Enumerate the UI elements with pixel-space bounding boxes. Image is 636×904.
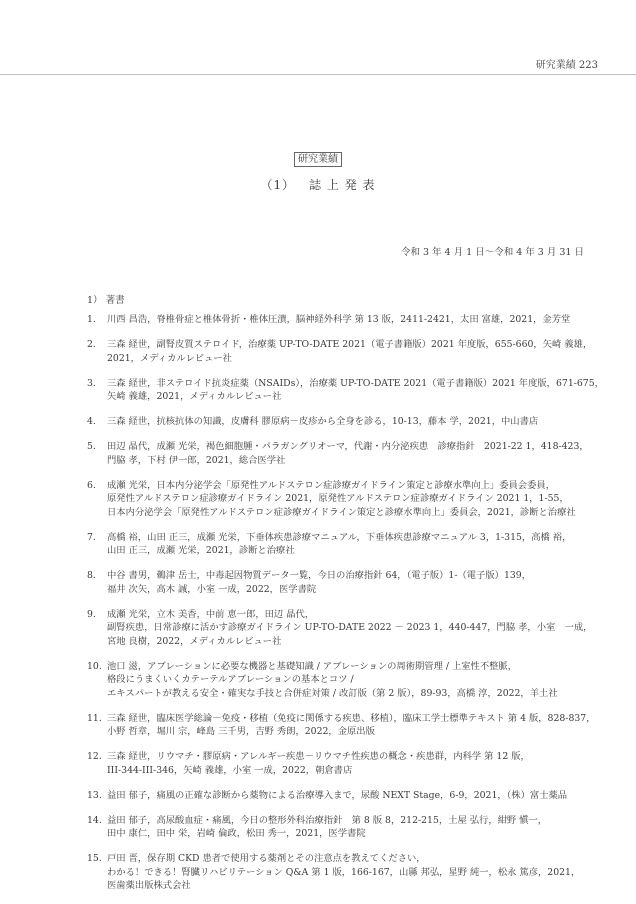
section-label-text: 研究業績 bbox=[294, 152, 342, 167]
entry-line: 中谷 書男，鵜津 岳士，中毒起因物質データ一覧，今日の治療指針 64，（電子版）1-（電子版）139， bbox=[107, 570, 532, 581]
date-range: 令和 3 年 4 月 1 日～令和 4 年 3 月 31 日 bbox=[400, 247, 584, 258]
publication-entry bbox=[87, 608, 597, 649]
entry-line: 益田 郁子，高尿酸血症・痛風，今日の整形外科治療指針 第 8 版 8，212-215，土屋 弘行，紺野 愼一， bbox=[107, 814, 548, 826]
entry-number: 8. bbox=[87, 570, 96, 581]
entry-body bbox=[107, 712, 597, 739]
publication-entry bbox=[87, 852, 597, 893]
entry-line: 門脇 孝，下村 伊一郎，2021，総合医学社 bbox=[107, 454, 286, 466]
category-heading: 1） 著書 bbox=[87, 295, 125, 306]
entry-line: 宮地 良樹，2022，メディカルレビュー社 bbox=[107, 635, 282, 647]
publication-entry bbox=[87, 377, 604, 404]
entry-body bbox=[107, 814, 597, 841]
entry-line: 成瀬 光栄，日本内分泌学会「原発性アルドステロン症診療ガイドライン策定と診療水準向上」委員会委員， bbox=[107, 479, 555, 491]
entry-body bbox=[107, 531, 597, 558]
entry-line: 原発性アルドステロン症診療ガイドライン 2021，原発性アルドステロン症診療ガイドライン 2021 1，1-55， bbox=[107, 493, 569, 504]
entry-line: 戸田 晋，保存期 CKD 患者で使用する薬剤とその注意点を教えてください， bbox=[107, 853, 426, 864]
entry-line: 成瀬 光栄，立木 美香，中前 恵一郎，田辺 晶代， bbox=[107, 608, 315, 620]
entry-line: 田中 康仁，田中 栄，岩崎 倫政，松田 秀一，2021，医学書院 bbox=[107, 828, 366, 839]
publication-entry bbox=[87, 660, 597, 701]
entry-body bbox=[107, 660, 597, 701]
entry-body bbox=[107, 852, 597, 893]
entry-number: 1. bbox=[87, 314, 96, 325]
entry-line: 川西 昌浩，脊椎骨症と椎体骨折・椎体圧潰，脳神経外科学 第 13 版，2411-2421，太田 富雄，2021，金芳堂 bbox=[107, 314, 571, 325]
publication-entry bbox=[87, 814, 597, 841]
section-label bbox=[0, 150, 636, 165]
entry-line: エキスパートが教える安全・確実な手技と合併症対策 / 改訂版（第 2 版），89-93，高橋 淳，2022，羊土社 bbox=[107, 687, 558, 699]
entry-body bbox=[107, 569, 597, 596]
entry-line: 池口 滋，アブレーションに必要な機器と基礎知識 / アブレーションの周術期管理 / 上室性不整脈， bbox=[107, 660, 518, 672]
entry-number: 5. bbox=[87, 441, 96, 452]
publication-list bbox=[87, 313, 604, 904]
entry-number: 2. bbox=[87, 339, 96, 350]
entry-body bbox=[107, 338, 597, 365]
entry-line: 山田 正三，成瀬 光栄，2021，診断と治療社 bbox=[107, 545, 295, 556]
entry-body bbox=[107, 440, 597, 467]
publication-entry bbox=[87, 479, 597, 520]
entry-body bbox=[107, 750, 597, 777]
page-header: 研究業績 223 bbox=[535, 60, 598, 71]
entry-number: 3. bbox=[87, 377, 96, 389]
publication-entry bbox=[87, 313, 597, 327]
entry-number: 4. bbox=[87, 416, 96, 427]
subtitle-number: （1） bbox=[260, 178, 296, 192]
entry-number: 14. bbox=[87, 814, 102, 826]
entry-body bbox=[107, 479, 597, 520]
publication-entry bbox=[87, 569, 597, 596]
entry-body bbox=[107, 415, 597, 429]
entry-line: 医歯薬出版株式会社 bbox=[107, 880, 191, 891]
entry-body bbox=[107, 313, 597, 327]
entry-line: 福井 次矢，高木 誠，小室 一成，2022，医学書院 bbox=[107, 583, 317, 595]
entry-number: 11. bbox=[87, 712, 102, 724]
entry-line: わかる！できる！腎臓リハビリテーション Q&A 第 1 版，166-167，山縣 邦弘，星野 純一，松永 篤彦，2021， bbox=[107, 866, 581, 878]
entry-number: 15. bbox=[87, 853, 102, 864]
entry-line: 益田 郁子，痛風の正確な診断から薬物による治療導入まで，尿酸 NEXT Stage，6-9，2021，（株）富士薬品 bbox=[107, 789, 568, 801]
entry-line: 小野 哲章，堀川 宗，峰島 三千男，吉野 秀朗，2022，金原出版 bbox=[107, 726, 375, 737]
publication-entry bbox=[87, 750, 597, 777]
publication-entry bbox=[87, 415, 597, 429]
header-rule bbox=[0, 74, 636, 75]
entry-number: 6. bbox=[87, 479, 96, 491]
entry-line: 矢崎 義雄，2021，メディカルレビュー社 bbox=[107, 391, 282, 402]
entry-number: 7. bbox=[87, 531, 96, 543]
entry-body bbox=[107, 377, 604, 404]
entry-number: 10. bbox=[87, 660, 102, 672]
entry-line: 三森 経世，リウマチ・膠原病・アレルギー疾患－リウマチ性疾患の概念・疾患群，内科学 第 12 版， bbox=[107, 751, 530, 762]
publication-entry bbox=[87, 789, 597, 803]
entry-line: 三森 経世，抗核抗体の知識，皮膚科 膠原病－皮疹から全身を診る，10-13，藤本 学，2021，中山書店 bbox=[107, 416, 539, 427]
entry-line: 三森 経世，非ステロイド抗炎症薬（NSAIDs），治療薬 UP-TO-DATE 2021（電子書籍版）2021 年度版，671-675， bbox=[107, 377, 604, 389]
subtitle-text: 誌 上 発 表 bbox=[309, 178, 376, 192]
publication-entry bbox=[87, 531, 597, 558]
publication-entry bbox=[87, 712, 597, 739]
entry-line: 高橋 裕，山田 正三，成瀬 光栄，下垂体疾患診療マニュアル，下垂体疾患診療マニュアル 3，1-315，高橋 裕， bbox=[107, 531, 572, 543]
entry-line: 副腎疾患，日常診療に活かす診療ガイドライン UP-TO-DATE 2022 － 2023 1，440-447，門脇 孝，小室 一成， bbox=[107, 622, 593, 633]
entry-line: 田辺 晶代，成瀬 光栄，褐色細胞腫・パラガングリオーマ，代謝・内分泌疾患 診療指針 2021-22 1，418-423， bbox=[107, 441, 589, 452]
entry-body bbox=[107, 608, 597, 649]
entry-number: 13. bbox=[87, 789, 102, 801]
entry-line: 日本内分泌学会「原発性アルドステロン症診療ガイドライン策定と診療水準向上」委員会，2021，診断と治療社 bbox=[107, 506, 576, 518]
entry-number: 12. bbox=[87, 751, 102, 762]
entry-line: 2021，メディカルレビュー社 bbox=[107, 352, 232, 364]
entry-line: 格段にうまくいくカテーテルアブレーションの基本とコツ / bbox=[107, 674, 354, 685]
entry-number: 9. bbox=[87, 608, 96, 620]
section-subtitle bbox=[0, 176, 636, 193]
entry-line: 三森 経世，臨床医学総論－免疫・移植（免疫に関係する疾患、移植），臨床工学士標準テキスト 第 4 版，828-837， bbox=[107, 712, 596, 724]
publication-entry bbox=[87, 338, 597, 365]
entry-body bbox=[107, 789, 597, 803]
entry-line: 三森 経世，副腎皮質ステロイド，治療薬 UP-TO-DATE 2021（電子書籍版）2021 年度版，655-660，矢崎 義雄， bbox=[107, 339, 593, 350]
entry-line: III-344-III-346，矢崎 義雄，小室 一成，2022，朝倉書店 bbox=[107, 764, 353, 776]
publication-entry bbox=[87, 440, 597, 467]
